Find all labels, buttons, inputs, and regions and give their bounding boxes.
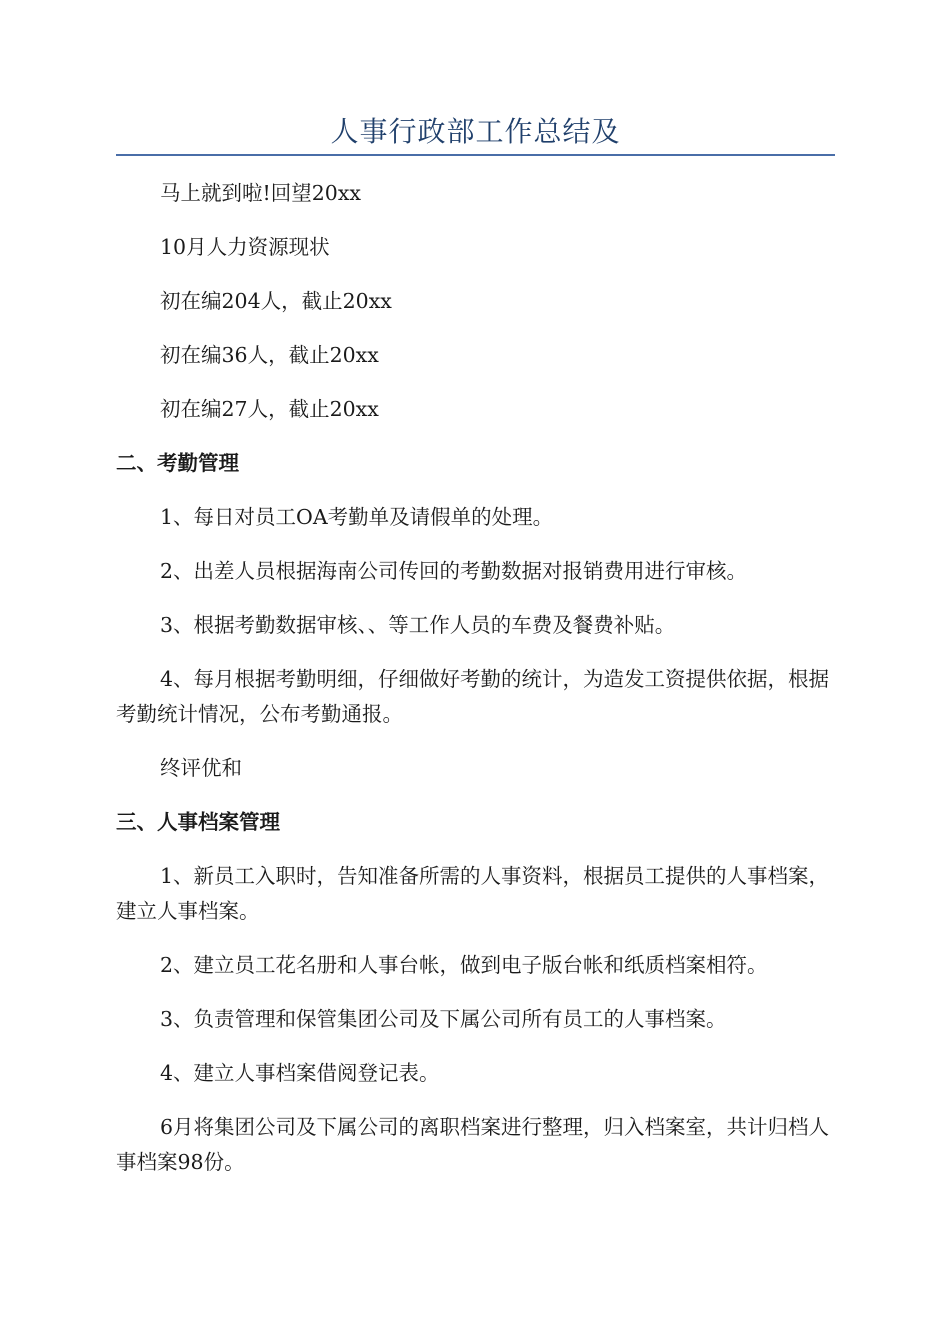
paragraph: 初在编204人，截止20xx (160, 289, 392, 313)
list-item: 3、根据考勤数据审核、、等工作人员的车费及餐费补贴。 (160, 613, 676, 637)
paragraph: 初在编27人，截止20xx (160, 397, 379, 421)
list-item: 1、每日对员工OA考勤单及请假单的处理。 (160, 505, 554, 529)
document-body (116, 176, 835, 1199)
paragraph: 10月人力资源现状 (160, 235, 330, 259)
paragraph: 6月将集团公司及下属公司的离职档案进行整理，归入档案室，共计归档人事档案98份。 (116, 1115, 830, 1174)
paragraph: 终评优和 (160, 756, 242, 780)
section-heading-personnel-files: 三、人事档案管理 (116, 810, 280, 834)
paragraph: 初在编36人，截止20xx (160, 343, 379, 367)
list-item: 4、建立人事档案借阅登记表。 (160, 1061, 440, 1085)
list-item: 2、建立员工花名册和人事台帐，做到电子版台帐和纸质档案相符。 (160, 953, 768, 977)
list-item: 3、负责管理和保管集团公司及下属公司所有员工的人事档案。 (160, 1007, 727, 1031)
section-heading-attendance: 二、考勤管理 (116, 451, 239, 475)
list-item: 1、新员工入职时，告知准备所需的人事资料，根据员工提供的人事档案，建立人事档案。 (116, 864, 830, 923)
title-underline (116, 154, 835, 156)
paragraph: 马上就到啦!回望20xx (160, 181, 361, 205)
document-title: 人事行政部工作总结及 (330, 115, 621, 148)
list-item: 2、出差人员根据海南公司传回的考勤数据对报销费用进行审核。 (160, 559, 748, 583)
list-item: 4、每月根据考勤明细，仔细做好考勤的统计，为造发工资提供依据，根据考勤统计情况，公布考勤通报。 (116, 667, 830, 726)
